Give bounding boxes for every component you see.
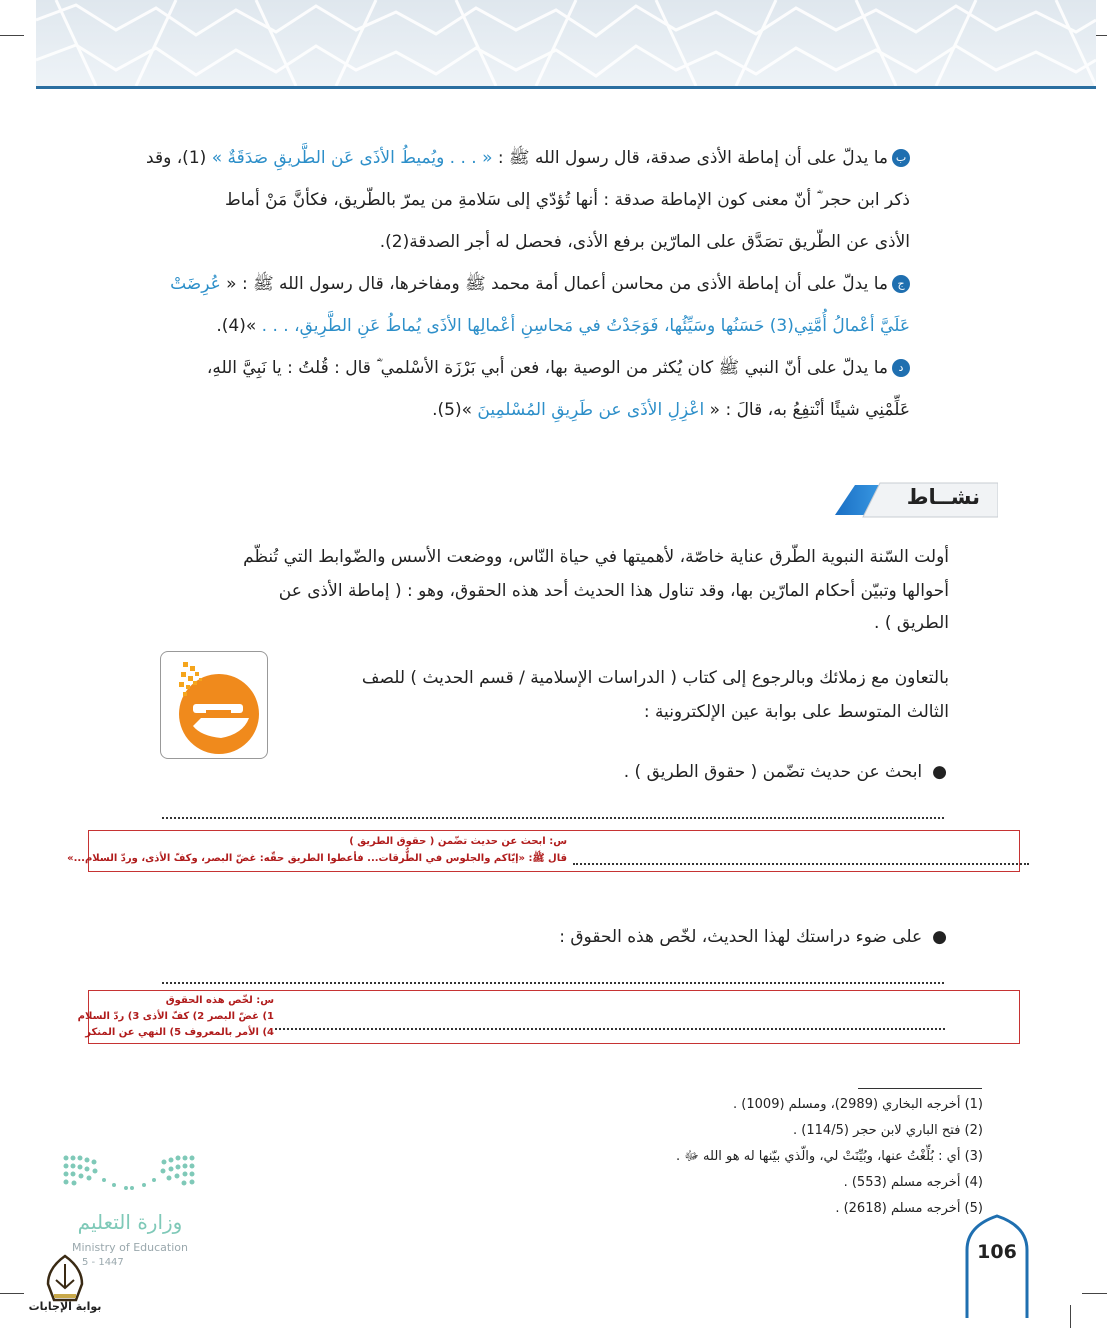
- section-j-badge: ج: [892, 275, 910, 293]
- site-brand: بوابة الإجابات: [28, 1300, 102, 1313]
- section-b-line-3: الأذى عن الطّريق تصَدَّق على المارّين برفع الأذى، فحصل له أجر الصدقة(2).: [379, 232, 910, 252]
- answer-line: [275, 1028, 945, 1030]
- page-number-tab: [965, 1214, 1029, 1318]
- activity-coop-2: الثالث المتوسط على بوابة عين الإلكترونية :: [643, 702, 949, 722]
- header-pattern-band: [36, 0, 1096, 86]
- ministry-year: 5 - 1447: [82, 1257, 124, 1268]
- section-j-line-1: جما يدلّ على أن إماطة الأذى من محاسن أعمال أمة محمد ﷺ ومفاخرها، قال رسول الله ﷺ : « عُرِضَتْ: [150, 263, 910, 305]
- section-b-line-2: ذكر ابن حجر ؓ أنّ معنى كون الإماطة صدقة : أنها تُؤدّي إلى سَلامةِ من يمرّ بالطّريق، فكأنَّ مَنْ أماط: [225, 190, 910, 210]
- answer-2-line-1: 1) غضّ البصر 2) كفّ الأذى 3) ردّ السلام: [77, 1011, 274, 1022]
- answer-1-text: قال ﷺ: «إيّاكم والجلوس في الطُّرقات... فأعطوا الطريق حقّه: غضّ البصر، وكفّ الأذى، وردّ السلام...»: [67, 853, 567, 864]
- bullet-dot-icon: ●: [932, 762, 947, 782]
- footnote-4: (4) أخرجه مسلم (553) .: [843, 1175, 983, 1190]
- crop-mark: [1082, 1293, 1107, 1294]
- ministry-name-english: Ministry of Education: [71, 1241, 188, 1254]
- ain-portal-logo: [160, 651, 268, 759]
- answer-line: [162, 817, 944, 819]
- activity-coop-1: بالتعاون مع زملائك وبالرجوع إلى كتاب ( الدراسات الإسلامية / قسم الحديث ) للصف: [361, 668, 949, 688]
- hadith-quote: عَلَيَّ أعْمالُ أُمَّتِي(3) حَسَنُها وسَيِّئُها، فَوَجَدْتُ في مَحاسِنِ أعْمالِها الأذَى يُماطُ عَنِ الطَّرِيقِ، . . .: [261, 316, 910, 336]
- bullet-item-2: ●على ضوء دراستك لهذا الحديث، لخّص هذه الحقوق :: [559, 927, 947, 947]
- section-d-line-2: عَلِّمْنِي شيئًا أنْتفِعُ به، قالَ : « اعْزِلِ الأذَى عن طَرِيقِ المُسْلمِينَ »(5).: [432, 400, 910, 420]
- answer-1-question: س: ابحث عن حديث تضّمن ( حقوق الطريق ): [349, 836, 567, 847]
- header-divider: [36, 86, 1096, 89]
- section-d-badge: د: [892, 359, 910, 377]
- footnote-5: (5) أخرجه مسلم (2618) .: [835, 1201, 983, 1216]
- section-j-line-2: عَلَيَّ أعْمالُ أُمَّتِي(3) حَسَنُها وسَيِّئُها، فَوَجَدْتُ في مَحاسِنِ أعْمالِها الأذَى يُماطُ عَنِ الطَّرِيقِ، . . . »(4).: [216, 316, 910, 336]
- page-number: 106: [977, 1241, 1017, 1263]
- answer-box-1: [67, 830, 1020, 872]
- hadith-quote: اعْزِلِ الأذَى عن طَرِيقِ المُسْلمِينَ: [477, 400, 705, 420]
- crop-mark: [0, 35, 24, 36]
- footnote-1: (1) أخرجه البخاري (2989)، ومسلم (1009) .: [733, 1097, 983, 1112]
- section-b-line-1: بما يدلّ على أن إماطة الأذى صدقة، قال رسول الله ﷺ : « . . . ويُميطُ الأذَى عَن الطَّريقِ صَدَقَةٌ » (1)، وقد: [150, 137, 910, 179]
- activity-intro-3: الطريق ) .: [874, 613, 949, 633]
- section-b-badge: ب: [892, 149, 910, 167]
- geometric-pattern: [36, 0, 1096, 86]
- activity-title: نشــاط: [906, 485, 980, 509]
- activity-heading: [835, 481, 998, 519]
- section-d-line-1: دما يدلّ على أنّ النبي ﷺ كان يُكثر من الوصية بها، فعن أبي بَرْزَة الأسْلمي ؓ قال : قُلتُ : يا نَبِيَّ اللهِ،: [150, 347, 910, 389]
- answer-2-question: س: لخّص هذه الحقوق: [165, 995, 274, 1006]
- answer-line: [573, 863, 1029, 865]
- answer-box-2: [77, 990, 1020, 1044]
- crop-mark: [0, 1293, 24, 1294]
- footnote-separator: [858, 1088, 982, 1089]
- ministry-logo-icon: [62, 1152, 196, 1200]
- hadith-quote: « . . . ويُميطُ الأذَى عَن الطَّريقِ صَدَقَةٌ »: [211, 148, 493, 168]
- pen-nib-logo-icon: [42, 1254, 88, 1302]
- answer-line: [162, 982, 944, 984]
- activity-intro-1: أولت السّنة النبوية الطّرق عناية خاصّة، لأهميتها في حياة النّاس، ووضعت الأسس والضّوابط التي تُنظّم: [243, 547, 949, 567]
- bullet-dot-icon: ●: [932, 927, 947, 947]
- crop-mark: [1070, 1305, 1071, 1328]
- bullet-item-1: ●ابحث عن حديث تضّمن ( حقوق الطريق ) .: [623, 762, 947, 782]
- footnote-2: (2) فتح الباري لابن حجر (114/5) .: [793, 1123, 983, 1138]
- activity-intro-2: أحوالها وتبيّن أحكام المارّين بها، وقد تناول هذا الحديث أحد هذه الحقوق، وهو : ( إماطة الأذى عن: [278, 581, 949, 601]
- ain-logo-icon: [161, 652, 267, 758]
- ministry-name-arabic: وزارة التعليم: [77, 1210, 183, 1234]
- answer-2-line-2: 4) الأمر بالمعروف 5) النهي عن المنكر: [85, 1027, 274, 1038]
- footnote-3: (3) أي : بُلِّغْتُ عنها، وبُيِّنَتْ لي، والّذي بيّنها له هو الله ﷻ .: [675, 1149, 983, 1164]
